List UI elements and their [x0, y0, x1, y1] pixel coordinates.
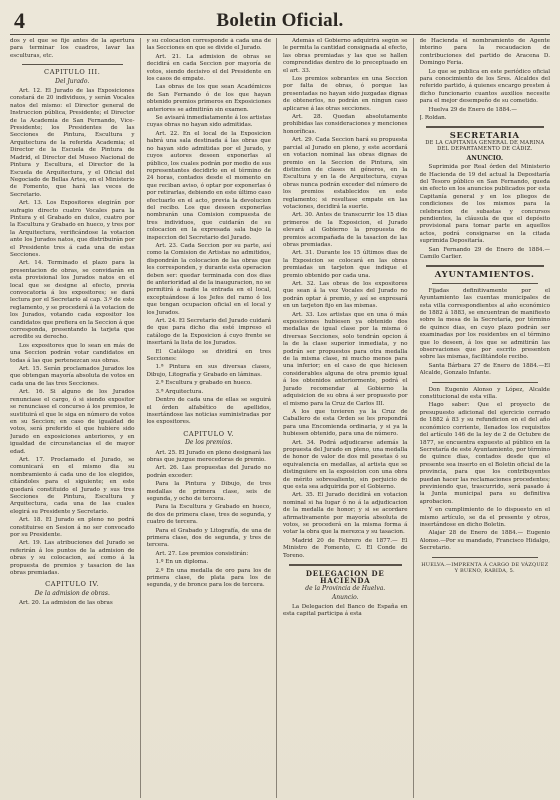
paragraph: Art. 34. Podrá adjudicarse además la propuesta del Jurado en pleno, una medalla de honor de valor de dos mil pesetas ó su equivalencia en medallas, al artista que se distinguiere en la exposicion con una obra de mérito sobresaliente, sin perjuicio de que esta sea adquirida por el Gobierno. — [283, 439, 408, 490]
paragraph: y su colocacion corresponde á cada una de las Secciones en que se divide el Jurado. — [146, 38, 271, 52]
paragraph: 1.ª Pintura en sus diversas clases, Dibujo, Litografía y Grabado en láminas. — [146, 364, 271, 378]
paragraph: Art. 31. Durante los 15 últimos dias de la Exposicion se colocará en las obras premiadas un tarjeton que indique el premio obtenido por cada una. — [283, 250, 408, 279]
divider — [289, 564, 402, 566]
paragraph: Art. 28. Quedan absolutamente prohibidas las consideraciones y menciones honoríficas. — [283, 114, 408, 135]
chapter-title: CAPITULO III. — [44, 68, 101, 77]
paragraph: 2.º En una medalla de oro para los de primera clase, de plata para los de segunda, y de bronce para los de tercera. — [146, 567, 271, 589]
chapter-title: CAPITULO V. — [183, 429, 235, 438]
paragraph: Don Eugenio Alonso y López, Alcalde constitucional de esta villa. — [419, 386, 550, 401]
chapter-title: CAPITULO IV. — [45, 580, 100, 589]
paragraph: Las obras de los que sean Académicos de San Fernando ó de los que hayan obtenido premios primeros en Exposiciones anteriores se admitirán sin examen. — [146, 84, 271, 113]
divider — [22, 64, 123, 65]
paragraph: Art. 18. El Jurado en pleno no podrá constituirse en Sesion á no ser convocado por su Presidente. — [10, 517, 135, 538]
paragraph: Art. 14. Terminado el plazo para la presentacion de obras, se convidarán en esta provisional los Jurados natos en el local que se designe al efecto, previa convocatoria á los expositores; se dará lectura por el Secretario al cap. 3.º de este reglamento, y se procederá á la votacion de los Jurados, votando cada expositor los candidatos que prefiera en la Seccion á que corresponda, presentando la tarjeta que acredite su derecho. — [10, 260, 135, 341]
paragraph: 2.ª Escultura y grabado en hueco. — [155, 380, 252, 387]
section-heading: SECRETARIA — [449, 130, 520, 141]
paragraph: Art. 33. Los artistas que en una ó más exposiciones hubiesen ya obtenido dos medallas de igual clase por la misma ó diversas Secciones, solo tendrán opcion á la de la clase superior inmediata, y no podrán ser propuestos para otra medalla de la misma clase, ni mucho menos para una inferior; en el caso de que hiciesen considerables alguna de otra premio igual á los obtenidos anteriormente, podrá el Jurado recomendar al Gobierno la adquisicion de su obra á ser propuesto por el mismo para la Cruz de Carlos III. — [283, 311, 408, 407]
column-1 — [10, 38, 141, 798]
paragraph: Art. 19. Las atribuciones del Jurado se referirán á los puntos de la admision de obras y su colocacion, así como á la propuesta de premios y tasacion de las obras premiadas. — [10, 540, 135, 577]
paragraph: Para la Escultura y Grabado en hueco, de dos de primera clase, tres de segunda, y cuatro de tercera. — [146, 504, 271, 526]
signature: Alajar 28 de Enero de 1884.— Eugenio Alonso.—Por su mandado, Francisco Hidalgo, Secretario. — [419, 530, 550, 552]
paragraph: Art. 30. Antes de transcurrir los 15 dias primeros de la Exposicion, el Jurado elevará al Gobierno la propuesta de premios acompañada de la tasacion de las obras premiadas. — [283, 212, 408, 248]
paragraph: A los que tuvieren ya la Cruz de Caballero de esta Orden se les propondrá para una Encomienda ordinaria, y si ya la hubiesen obtenido, para una de número. — [283, 408, 408, 438]
column-3 — [283, 38, 414, 798]
paragraph: 3.ª Arquitectura. — [155, 388, 204, 395]
divider — [432, 382, 539, 383]
paragraph: Art. 12. El Jurado de las Exposiciones constará de 20 individuos, y serán Vocales natos del mismo: el Director general de Instruccion pública, Presidente; el Director de la Academia de San Fernando, Vice-Presidente; los Presidentes de las Secciones de Pintura, Escultura y Arquitectura de la referida Academia; el Director de la Escuela de Pintura de Madrid, el Director del Museo Nacional de Pintura y Escultura, el Director de la Escuela de Arquitectura, y el Oficial del Negociado de Bellas Artes, en el Ministerio de Fomento, que hará las veces de Secretario. — [10, 88, 135, 198]
paragraph: Art. 15. Serán proclamados Jurados los que obtengan mayoría absoluta de votos en cada una de las tres Secciones. — [10, 366, 135, 387]
paragraph: Para la Pintura y Dibujo, de tres medallas de primera clase, seis de segunda, y ocho de tercera. — [146, 481, 271, 502]
chapter-subtitle: De los premios. — [185, 439, 233, 447]
chapter-subtitle: Del Jurado. — [55, 77, 90, 85]
paragraph: Los premios sobrantes en una Seccion por falta de obras, ó porque las presentadas no hayan sido juzgadas dignas de obtenerlos, no podrán en ningun caso aplicarse á las otras secciones. — [283, 76, 408, 112]
paragraph: La Delegacion del Banco de España en esta capital participa á esta — [283, 603, 408, 618]
masthead — [10, 8, 550, 35]
paragraph: Los expositores que lo sean en más de una Seccion podrán votar candidatos en todas á las que pertenezcan sus obras. — [10, 342, 135, 364]
signature: J. Roldan. — [419, 115, 447, 122]
paragraph: Hago saber: Que el proyecto de presupuesto adicional del ejercicio cerrado de 1882 á 83 y su refundicion en el del año económico corriente, llenados los requisitos del artículo 146 de la ley de 2 de Octubre de 1877, se encuentra expuesto al público en la Secretaría de este Ayuntamiento, por término de quince dias, contados desde que el presente sea inserto en el Boletin oficial de la provincia, para que los contribuyentes puedan hacer las reclamaciones procedentes; previniendo que, trascurrido, será pasado á la Junta municipal para su definitiva aprobacion. — [419, 402, 550, 505]
paragraph: Art. 16. Si alguno de los Jurados renunciase el cargo, ó si siendo expositor se renunciase el concurso á los premios, le sustituirá el que le siga en número de votos en su Seccion; en caso de igualdad de votos, será preferido el que hubiere sido Jurado en exposiciones anteriores, y en igualdad de circunstancias el de mayor edad. — [10, 389, 135, 455]
section-subheading: DE LA CAPITANÍA GENERAL DE MARINA DEL DEPARTAMENTO DE CÁDIZ. — [425, 139, 545, 153]
paragraph: Art. 13. Los Expositores elegirán por sufragio directo cuatro Vocales para la Pintura y el Grabado en dulce, cuatro por la Escultura y Grabado en hueco, y tres por la Arquitectura, verificándose la votacion ante los Jurados natos, que distribuirán por el Presidente tres á cada una de estas Secciones. — [10, 200, 135, 258]
paragraph: Suprimida por Real órden del Ministerio de Hacienda de 19 del actual la Depositaría del Tesoro público en San Fernando, queda sin efecto en los anuncios publicados por esta Capitanía general y en los pliegos de condiciones de los mismos para la celebracion de subastas y concursos pendientes, la cláusula de que el depósito provisional para tomar parte en aquellos actos, podrá consignarse en la citada suprimida Depositaría. — [419, 164, 550, 245]
paragraph: Art. 29. Cada Seccion hará su propuesta parcial al Jurado en pleno, y este acordará en votacion nominal las obras dignas de premio en la Seccion de Pintura, sin distincion de clases ni géneros, en la Escultura y en la de Arquitectura, cuyas obras nunca podrán exceder del número de los premios establecidos en este reglamento; si resultase empate en las votaciones, decidirá la suerte. — [283, 137, 408, 210]
paragraph: El Catálogo se dividirá en tres Secciones: — [146, 348, 271, 363]
paragraph: Fijadas definitivamente por el Ayuntamiento las cuentas municipales de esta villa correspondientes al año económico de 1882 á 1883, se encuentran de manifiesto sobre la mesa de la Secretaría, por término de quince dias, en cuyo plazo podrán ser examinadas por los residentes en el término que lo deseen, á los que se admitirán las observaciones que por escrito presenten sobre las mismas, facilitándole recibo. — [419, 287, 550, 361]
paragraph: Art. 23. Cada Seccion por su parte, así como la Comision de Artistas no admitidos, dispondrán la colocacion de las obras que les corresponden, y durante esta operacion deben ser: quedar terminada con dos dias de anterioridad al de la inauguracion, no se permitirá á nadie la entrada en el local, exceptuándose á los Jefes del ramo ó los que tengan ocupacion oficial en el local y los Jurados. — [146, 242, 271, 316]
notice-label: Anuncio. — [331, 594, 359, 602]
paragraph: 1.º En un diploma. — [155, 559, 209, 566]
column-2 — [147, 38, 278, 798]
divider — [432, 283, 539, 284]
signature: Madrid 20 de Febrero de 1877.— El Ministro de Fomento, C. El Conde de Toreno. — [283, 537, 408, 559]
chapter-subtitle: De la admision de obras. — [34, 589, 110, 597]
paragraph: Art. 27. Los premios consistirán: — [155, 550, 249, 557]
paragraph: Art. 35. El Jurado decidirá en votacion nominal si ha lugar ó no á la adjudicacion de la medalla de honor; y si se acordare afirmativamente por mayoría absoluta de votos, se procederá en la misma forma á votar la obra que la merezca y su tasacion. — [283, 492, 408, 536]
paragraph: Dentro de cada una de ellas se seguirá el órden alfabético de apellidos, insertándose las noticias suministradas por los expositores. — [146, 397, 271, 426]
paragraph: Además el Gobierno adquirirá según se le permita la cantidad consignada al efecto, las obras premiadas y las que se hallen comprendidas dentro de lo preceptuado en el art. 33. — [283, 38, 408, 74]
paragraph: dos y el que se fije antes de la apertura para terminar los cuadros, lavar las esculturas, etc. — [10, 38, 135, 59]
paragraph: Se avisará inmediatamente á los artistas cuyas obras no hayan sido admitidas. — [146, 115, 271, 129]
printer-imprint: HUELVA.—IMPRENTA Á CARGO DE VÁZQUEZ Y BUENO, RABIDA, 5. — [421, 561, 549, 574]
paragraph: Art. 21. La admision de obras se decidirá en cada Seccion por mayoría de votos, siendo decisivo el del Presidente en los casos de empate. — [146, 53, 271, 83]
paragraph: Art. 32. Las obras de los expositores que sean á la vez Vocales del Jurado no podrán optar á premio, y así se expresará en un tarjeton fijo en las mismas. — [283, 281, 408, 310]
column-4 — [420, 38, 551, 798]
paragraph: Art. 17. Proclamado el Jurado, se comunicará en el mismo dia su nombramiento á cada uno de los elegidos, citándoles para el siguiente; en este quedará constituido el Jurado y sus tres Secciones de Pintura, Escultura y Arquitectura, cada una de las cuales elegirá su Presidente y Secretario. — [10, 456, 135, 515]
notice-label: ANUNCIO. — [466, 154, 503, 162]
paragraph: Huelva 29 de Enero de 1884.— — [428, 106, 518, 113]
paragraph: Y en cumplimiento de lo dispuesto en el mismo artículo, se da el presente y otros, insertándose en dicho Boletin. — [419, 507, 550, 528]
paragraph: Art. 22. En el local de la Exposicion habrá una sala destinada á las obras que no hayan sido admitidas por el Jurado, y cuyos autores deseen exponerlas al público, los cuales podrán por medio de sus representantes decidirlo en el término de 24 horas, contados desde el momento en que reciban aviso, ó optar por exponerlas ó por retirarlas, debiendo en este último caso efectuarlo en el acto, previa la devolucion del recibo. Los que deseen exponerlas nombrarán una Comision compuesta de tres individuos, que cuidarán de su colocacion en la expresada sala bajo la inspeccion del Secretario del Jurado. — [146, 130, 271, 241]
signature: San Fernando 29 de Enero de 1884.—Camilo Carlier. — [419, 246, 550, 260]
paragraph: Lo que se publica en este periódico oficial para conocimiento de los Sres. Alcaldes del referido partido, á quienes encargo presten á dicho funcionario cuantos auxilios necesite para el mejor desempeño de su cometido. — [419, 68, 550, 105]
paragraph: Art. 25. El Jurado en pleno designará las obras que juzgue merecedoras de premio. — [146, 449, 271, 463]
section-subheading: de la Provincia de Huelva. — [305, 584, 386, 592]
text-columns — [10, 38, 550, 798]
paper-title: Boletin Oficial. — [216, 10, 344, 31]
paragraph: Para el Grabado y Litografía, de una de primera clase, dos de segunda, y tres de tercera. — [146, 527, 271, 549]
divider — [432, 557, 539, 558]
page-number: 4 — [14, 8, 25, 33]
paragraph: Art. 24. El Secretario del Jurado cuidará de que para dicho dia esté impreso el catálogo de la Exposicion á cuyo frente se insertará la lista de los Jurados. — [146, 318, 271, 347]
signature: Santa Bárbara 27 de Enero de 1884.—El Alcalde, Gonzalo Infante. — [419, 362, 550, 377]
section-heading: DELEGACION DE HACIENDA — [305, 569, 385, 586]
paragraph: Art. 26. Las propuestas del Jurado no podrán exceder: — [146, 465, 271, 479]
paragraph: de Hacienda el nombramiento de Agente interino para la recaudacion de contribuciones del partido de Aracena D. Domingo Feria. — [419, 38, 550, 67]
divider — [426, 126, 545, 128]
divider — [426, 265, 545, 267]
paragraph: Art. 20. La admision de las obras — [19, 600, 113, 607]
section-heading: AYUNTAMIENTOS. — [434, 269, 535, 280]
